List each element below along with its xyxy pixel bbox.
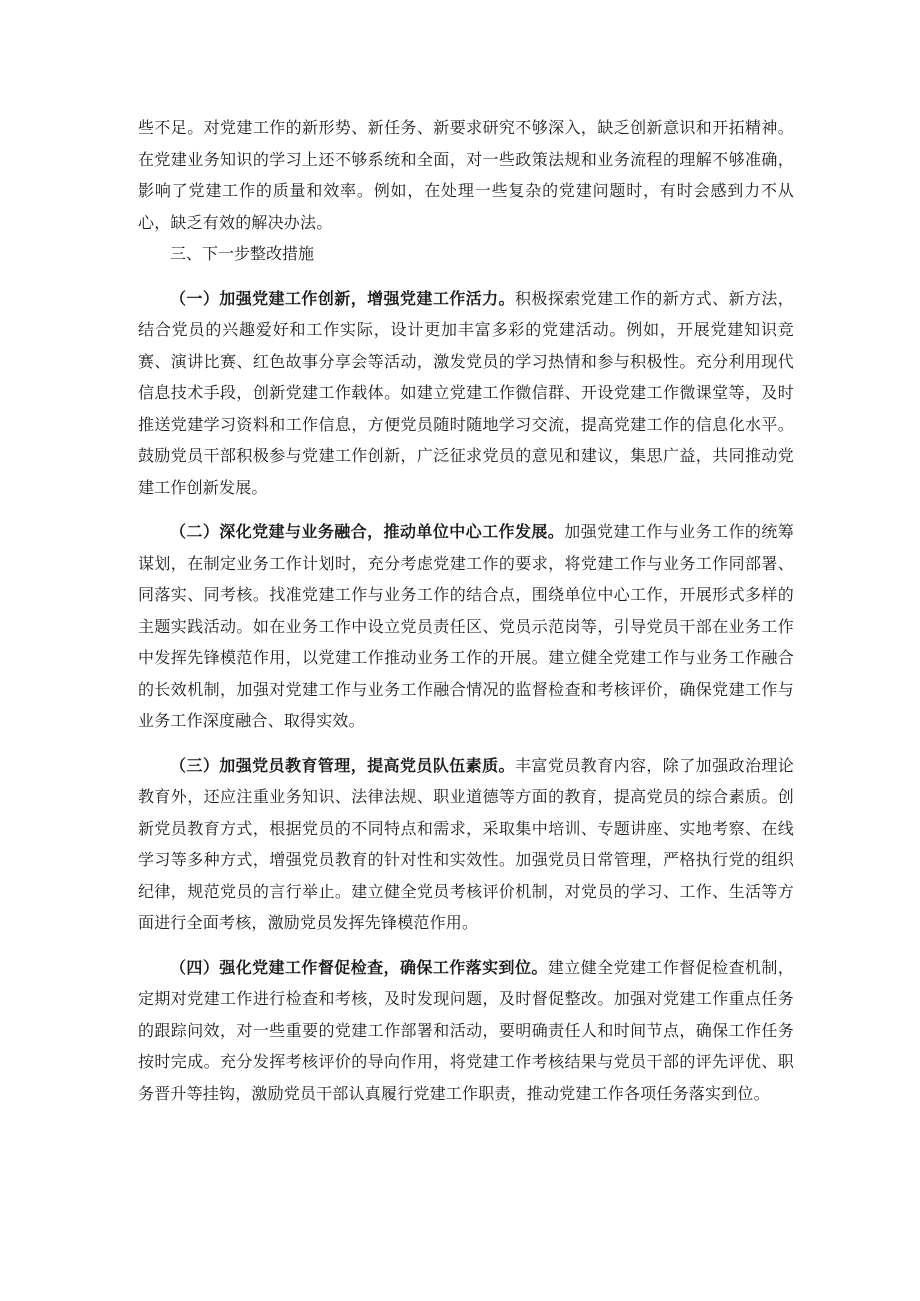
measure-lead-3: （三）加强党员教育管理，提高党员队伍素质。: [170, 755, 515, 775]
measure-lead-1: （一）加强党建工作创新，增强党建工作活力。: [170, 288, 515, 308]
measure-paragraph-2: [138, 516, 794, 737]
measure-paragraph-1: [138, 283, 794, 504]
measure-lead-4: （四）强化党建工作督促检查，确保工作落实到位。: [170, 957, 548, 977]
measure-body-3: 丰富党员教育内容，除了加强政治理论教育外，还应注重业务知识、法律法规、职业道德等方面的教育，提高党员的综合素质。创新党员教育方式，根据党员的不同特点和需求，采取集中培训、专题讲座、实地考察、在线学习等多种方式，增强党员教育的针对性和实效性。加强党员日常管理，严格执行党的组织纪律，规范党员的言行举止。建立健全党员考核评价机制，对党员的学习、工作、生活等方面进行全面考核，激励党员发挥先锋模范作用。: [138, 755, 794, 932]
measure-body-4: 建立健全党建工作督促检查机制，定期对党建工作进行检查和考核，及时发现问题，及时督促整改。加强对党建工作重点任务的跟踪问效，对一些重要的党建工作部署和活动，要明确责任人和时间节点，确保工作任务按时完成。充分发挥考核评价的导向作用，将党建工作考核结果与党员干部的评先评优、职务晋升等挂钩，激励党员干部认真履行党建工作职责，推动党建工作各项任务落实到位。: [138, 957, 794, 1103]
section-heading: 三、下一步整改措施: [170, 244, 315, 263]
measure-paragraph-3: [138, 750, 794, 939]
document-page: [138, 112, 794, 1109]
measure-body-1: 积极探索党建工作的新方式、新方法，结合党员的兴趣爱好和工作实际，设计更加丰富多彩的党建活动。例如，开展党建知识竞赛、演讲比赛、红色故事分享会等活动，激发党员的学习热情和参与积极性。充分利用现代信息技术手段，创新党建工作载体。如建立党建工作微信群、开设党建工作微课堂等，及时推送党建学习资料和工作信息，方便党员随时随地学习交流，提高党建工作的信息化水平。鼓励党员干部积极参与党建工作创新，广泛征求党员的意见和建议，集思广益，共同推动党建工作创新发展。: [138, 288, 794, 497]
intro-paragraph: 些不足。对党建工作的新形势、新任务、新要求研究不够深入，缺乏创新意识和开拓精神。在党建业务知识的学习上还不够系统和全面，对一些政策法规和业务流程的理解不够准确，影响了党建工作的质量和效率。例如，在处理一些复杂的党建问题时，有时会感到力不从心，缺乏有效的解决办法。: [138, 118, 794, 232]
measure-body-2: 加强党建工作与业务工作的统筹谋划，在制定业务工作计划时，充分考虑党建工作的要求，将党建工作与业务工作同部署、同落实、同考核。找准党建工作与业务工作的结合点，围绕单位中心工作，开展形式多样的主题实践活动。如在业务工作中设立党员责任区、党员示范岗等，引导党员干部在业务工作中发挥先锋模范作用，以党建工作推动业务工作的开展。建立健全党建工作与业务工作融合的长效机制，加强对党建工作与业务工作融合情况的监督检查和考核评价，确保党建工作与业务工作深度融合、取得实效。: [138, 522, 794, 730]
measure-lead-2: （二）深化党建与业务融合，推动单位中心工作发展。: [170, 522, 565, 541]
measure-paragraph-4: [138, 952, 794, 1110]
